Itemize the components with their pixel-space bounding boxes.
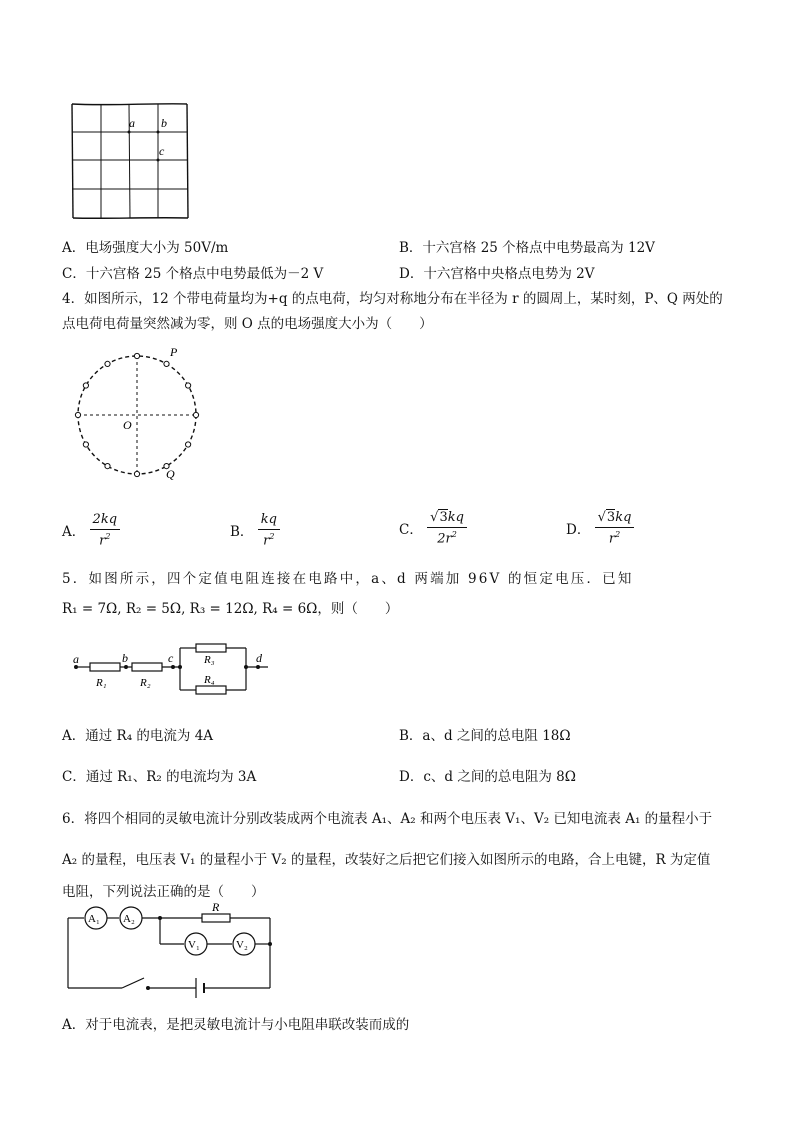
q3-option-b[interactable]: B．十六宫格 25 个格点中电势最高为 12V [399, 240, 655, 256]
ring-charge [193, 412, 198, 417]
meter-circuit-figure [62, 902, 276, 1006]
q5-stem-line1: 5．如图所示，四个定值电阻连接在电路中，a、d 两端加 96V 的恒定电压．已知 [62, 571, 634, 587]
meter-label-a2: A₂ [123, 913, 135, 925]
ring-charge [186, 442, 191, 447]
resistor-circuit-figure [68, 632, 276, 702]
q5-stem-line2: R₁ = 7Ω, R₂ = 5Ω, R₃ = 12Ω, R₄ = 6Ω，则（ ） [62, 601, 399, 617]
q3-option-d[interactable]: D．十六宫格中央格点电势为 2V [399, 266, 595, 282]
circuit-label-b: b [122, 651, 128, 665]
grid-label-c: c [159, 144, 165, 158]
ring-label-q: Q [166, 467, 175, 481]
q5-option-a[interactable]: A．通过 R₄ 的电流为 4A [62, 728, 214, 744]
grid-label-a: a [129, 116, 135, 130]
q5-option-c[interactable]: C．通过 R₁、R₂ 的电流均为 3A [62, 769, 257, 785]
ring-charge [83, 383, 88, 388]
q5-option-b[interactable]: B．a、d 之间的总电阻 18Ω [399, 728, 571, 744]
meter-label-v1: V₁ [188, 939, 200, 951]
grid-label-b: b [161, 116, 167, 130]
q4-option-b[interactable]: B． $\frac{kq}{r^2}$ [230, 513, 280, 547]
ring-charge [164, 361, 169, 366]
q6-stem-line2: A₂ 的量程，电压表 V₁ 的量程小于 V₂ 的量程，改装好之后把它们接入如图所示的电路，合上电键，R 为定值 [62, 852, 711, 868]
q4-stem-line1: 4．如图所示，12 个带电荷量均为+q 的点电荷，均匀对称地分布在半径为 r 的圆周上，某时刻，P、Q 两处的 [62, 291, 723, 307]
q4-option-a[interactable]: A． $\frac{2kq}{r^2}$ [62, 513, 120, 547]
q3-option-c[interactable]: C．十六宫格 25 个格点中电势最低为－2 V [62, 266, 324, 282]
ring-charge [186, 383, 191, 388]
meter-label-a1: A₁ [88, 913, 100, 925]
q6-option-a[interactable]: A．对于电流表，是把灵敏电流计与小电阻串联改装而成的 [62, 1017, 410, 1033]
charge-ring-figure [66, 342, 212, 486]
circuit-label-r2: R₂ [140, 677, 151, 689]
ring-charge [134, 353, 139, 358]
meter-label-r: R [212, 902, 220, 914]
q6-stem-line1: 6．将四个相同的灵敏电流计分别改装成两个电流表 A₁、A₂ 和两个电压表 V₁、V₂ 已知电流表 A₁ 的量程小于 [62, 811, 713, 827]
q4-option-d[interactable]: D． $\frac{√3kq}{r^2}$ [566, 511, 634, 545]
ring-charge [105, 464, 110, 469]
ring-charge [83, 442, 88, 447]
ring-charge [134, 471, 139, 476]
circuit-label-d: d [256, 651, 262, 665]
circuit-label-r1: R₁ [96, 677, 107, 689]
q4-option-c[interactable]: C． $\frac{√3kq}{2r^2}$ [399, 511, 467, 545]
ring-charge [75, 412, 80, 417]
ring-label-o: O [123, 418, 132, 432]
q5-option-d[interactable]: D．c、d 之间的总电阻为 8Ω [399, 769, 576, 785]
ring-charge [105, 361, 110, 366]
ring-label-p: P [170, 345, 178, 359]
meter-label-v2: V₂ [236, 939, 248, 951]
q6-stem-line3: 电阻，下列说法正确的是（ ） [62, 884, 265, 900]
q4-stem-line2: 点电荷电荷量突然减为零，则 O 点的电场强度大小为（ ） [62, 316, 433, 332]
circuit-label-a: a [73, 652, 79, 666]
grid-figure [66, 100, 196, 224]
circuit-label-c: c [168, 651, 174, 665]
q3-option-a[interactable]: A．电场强度大小为 50V/m [62, 240, 229, 256]
circuit-label-r3: R₃ [204, 654, 215, 666]
circuit-label-r4: R₄ [204, 674, 215, 686]
